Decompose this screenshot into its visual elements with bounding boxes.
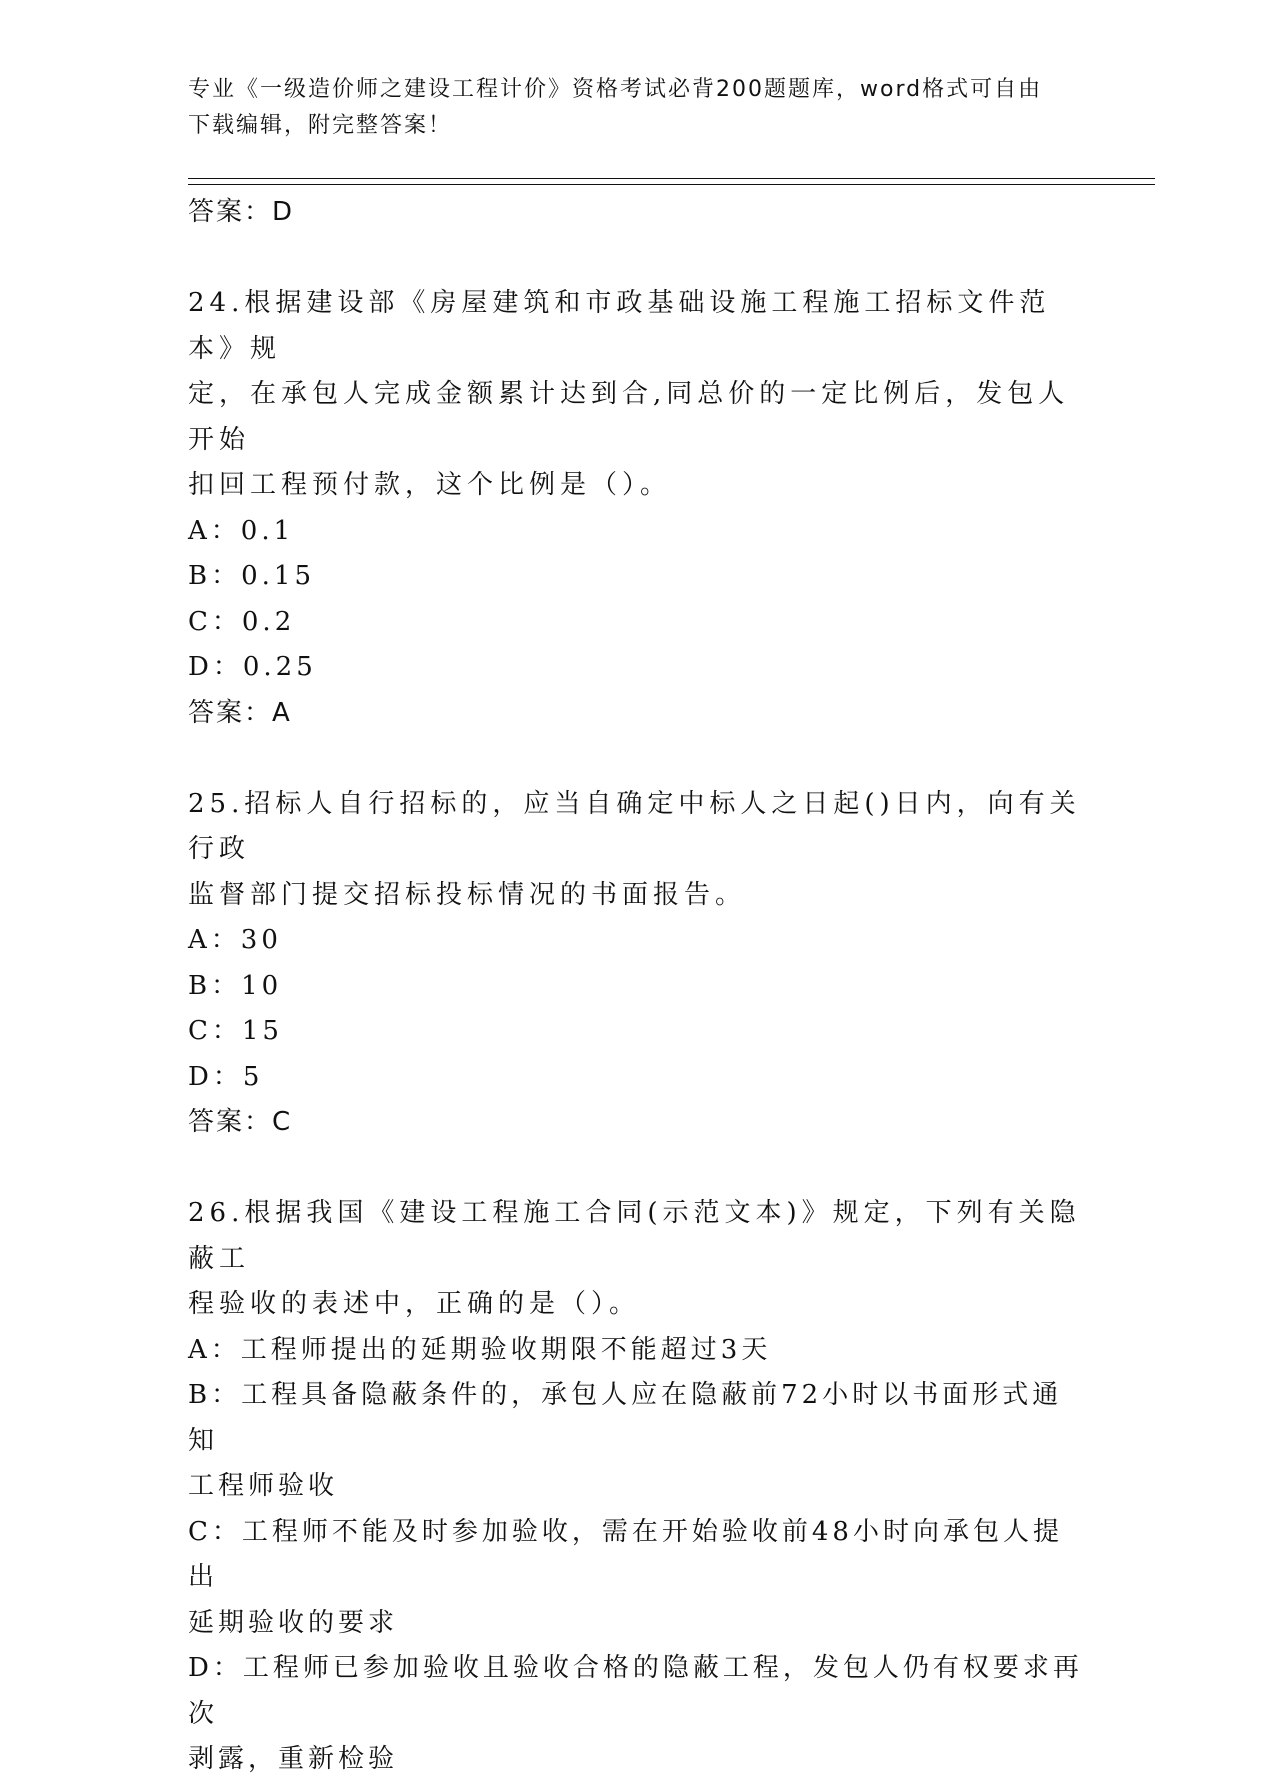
spacer [188, 736, 1088, 782]
question-list [188, 190, 1088, 1783]
option-a: A：30 [188, 925, 282, 955]
option-a: A：工程师提出的延期验收期限不能超过3天 [188, 1334, 772, 1365]
option-b: B：10 [188, 970, 283, 1001]
question-line: 程验收的表述中，正确的是（）。 [188, 1289, 641, 1319]
answer-line: 答案：C [188, 1107, 293, 1137]
option-d-continued: 剥露，重新检验 [188, 1744, 399, 1774]
option-c: C：15 [188, 1016, 283, 1046]
question-block [188, 782, 1088, 1146]
option-c: C：工程师不能及时参加验收，需在开始验收前48小时向承包人提出 [188, 1516, 1063, 1592]
option-c: C：0.2 [188, 606, 296, 637]
question-line: 监督部门提交招标投标情况的书面报告。 [188, 879, 747, 910]
spacer [188, 1145, 1088, 1191]
question-line: 定，在承包人完成金额累计达到合,同总价的一定比例后，发包人开始 [188, 379, 1070, 455]
option-b: B：0.15 [188, 561, 315, 591]
option-d: D：5 [188, 1061, 264, 1092]
header-divider [188, 178, 1155, 179]
question-line: 扣回工程预付款，这个比例是（）。 [188, 470, 672, 500]
option-c-continued: 延期验收的要求 [188, 1607, 399, 1638]
page-header [188, 72, 1068, 144]
option-b-continued: 工程师验收 [188, 1471, 339, 1501]
answer-line: 答案：D [188, 197, 295, 227]
question-line: 26.根据我国《建设工程施工合同(示范文本)》规定，下列有关隐蔽工 [188, 1198, 1081, 1274]
question-block [188, 281, 1088, 736]
question-line: 24.根据建设部《房屋建筑和市政基础设施工程施工招标文件范本》规 [188, 288, 1051, 364]
question-block [188, 1191, 1088, 1783]
option-d: D：工程师已参加验收且验收合格的隐蔽工程，发包人仍有权要求再次 [188, 1653, 1083, 1729]
option-d: D：0.25 [188, 652, 317, 682]
question-line: 25.招标人自行招标的，应当自确定中标人之日起()日内，向有关行政 [188, 788, 1081, 864]
option-a: A：0.1 [188, 515, 295, 546]
spacer [188, 235, 1088, 281]
option-b: B：工程具备隐蔽条件的，承包人应在隐蔽前72小时以书面形式通知 [188, 1380, 1063, 1456]
header-divider [188, 184, 1155, 185]
answer-line: 答案：A [188, 697, 292, 728]
header-line: 下载编辑，附完整答案！ [188, 113, 453, 138]
header-line: 专业《一级造价师之建设工程计价》资格考试必背200题题库，word格式可自由 [188, 77, 1043, 102]
